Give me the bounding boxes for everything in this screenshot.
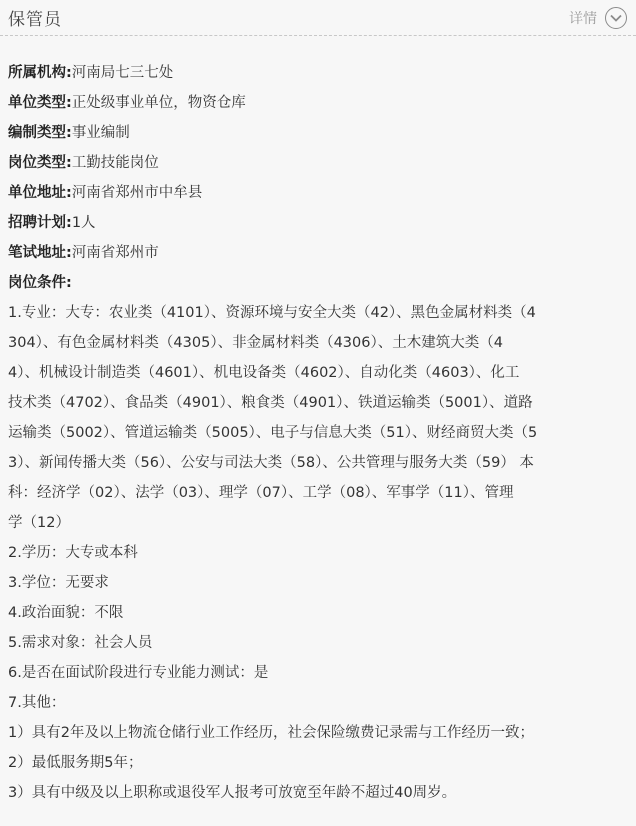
field-exam-address bbox=[8, 238, 628, 268]
field-label: 所属机构: bbox=[8, 65, 72, 81]
other-item: 3）具有中级及以上职称或退役军人报考可放宽至年龄不超过40周岁。 bbox=[8, 785, 457, 801]
field-value: 河南省郑州市 bbox=[71, 245, 159, 261]
major-line: 运输类（5002）、管道运输类（5005）、电子与信息大类（51）、财经商贸大类（5 bbox=[8, 425, 538, 441]
field-value: 工勤技能岗位 bbox=[71, 155, 159, 171]
field-label: 招聘计划: bbox=[8, 215, 72, 231]
major-line: 技术类（4702）、食品类（4901）、粮食类（4901）、铁道运输类（5001）、道路 bbox=[8, 395, 533, 411]
field-unit-address bbox=[8, 178, 628, 208]
major-line: 4）、机械设计制造类（4601）、机电设备类（4602）、自动化类（4603）、化工 bbox=[8, 365, 520, 381]
other-heading: 7.其他： bbox=[8, 695, 66, 711]
ability-test-requirement: 6.是否在面试阶段进行专业能力测试：是 bbox=[8, 665, 269, 681]
conditions-label: 岗位条件: bbox=[8, 275, 72, 291]
field-label: 编制类型: bbox=[8, 125, 72, 141]
details-toggle[interactable] bbox=[569, 7, 627, 29]
target-requirement: 5.需求对象：社会人员 bbox=[8, 635, 153, 651]
other-item: 2）最低服务期5年； bbox=[8, 755, 143, 771]
major-requirement bbox=[8, 298, 608, 538]
field-value: 正处级事业单位，物资仓库 bbox=[71, 95, 246, 111]
education-requirement: 2.学历：大专或本科 bbox=[8, 545, 138, 561]
field-value: 河南局七三七处 bbox=[71, 65, 174, 81]
job-title: 保管员 bbox=[8, 10, 62, 30]
degree-requirement: 3.学位：无要求 bbox=[8, 575, 109, 591]
card-header bbox=[0, 0, 636, 36]
field-label: 岗位类型: bbox=[8, 155, 72, 171]
political-requirement: 4.政治面貌：不限 bbox=[8, 605, 124, 621]
major-line: 科：经济学（02）、法学（03）、理学（07）、工学（08）、军事学（11）、管理 bbox=[8, 485, 514, 501]
major-line: 学（12） bbox=[8, 515, 70, 531]
field-label: 笔试地址: bbox=[8, 245, 72, 261]
field-staffing-type bbox=[8, 118, 628, 148]
field-value: 1人 bbox=[71, 215, 96, 231]
major-line: 3）、新闻传播大类（56）、公安与司法大类（58）、公共管理与服务大类（59） 本 bbox=[8, 455, 534, 471]
chevron-down-icon[interactable] bbox=[605, 7, 627, 29]
major-line: 304）、有色金属材料类（4305）、非金属材料类（4306）、土木建筑大类（4 bbox=[8, 335, 503, 351]
field-value: 河南省郑州市中牟县 bbox=[71, 185, 203, 201]
conditions-heading bbox=[8, 268, 628, 298]
job-details bbox=[0, 36, 636, 808]
details-link[interactable]: 详情 bbox=[569, 10, 597, 27]
field-label: 单位类型: bbox=[8, 95, 72, 111]
field-unit-type bbox=[8, 88, 628, 118]
field-organization bbox=[8, 58, 628, 88]
major-line: 1.专业：大专：农业类（4101）、资源环境与安全大类（42）、黑色金属材料类（4 bbox=[8, 305, 536, 321]
field-value: 事业编制 bbox=[71, 125, 130, 141]
field-recruit-plan bbox=[8, 208, 628, 238]
field-label: 单位地址: bbox=[8, 185, 72, 201]
other-item: 1）具有2年及以上物流仓储行业工作经历，社会保险缴费记录需与工作经历一致； bbox=[8, 725, 534, 741]
field-position-type bbox=[8, 148, 628, 178]
